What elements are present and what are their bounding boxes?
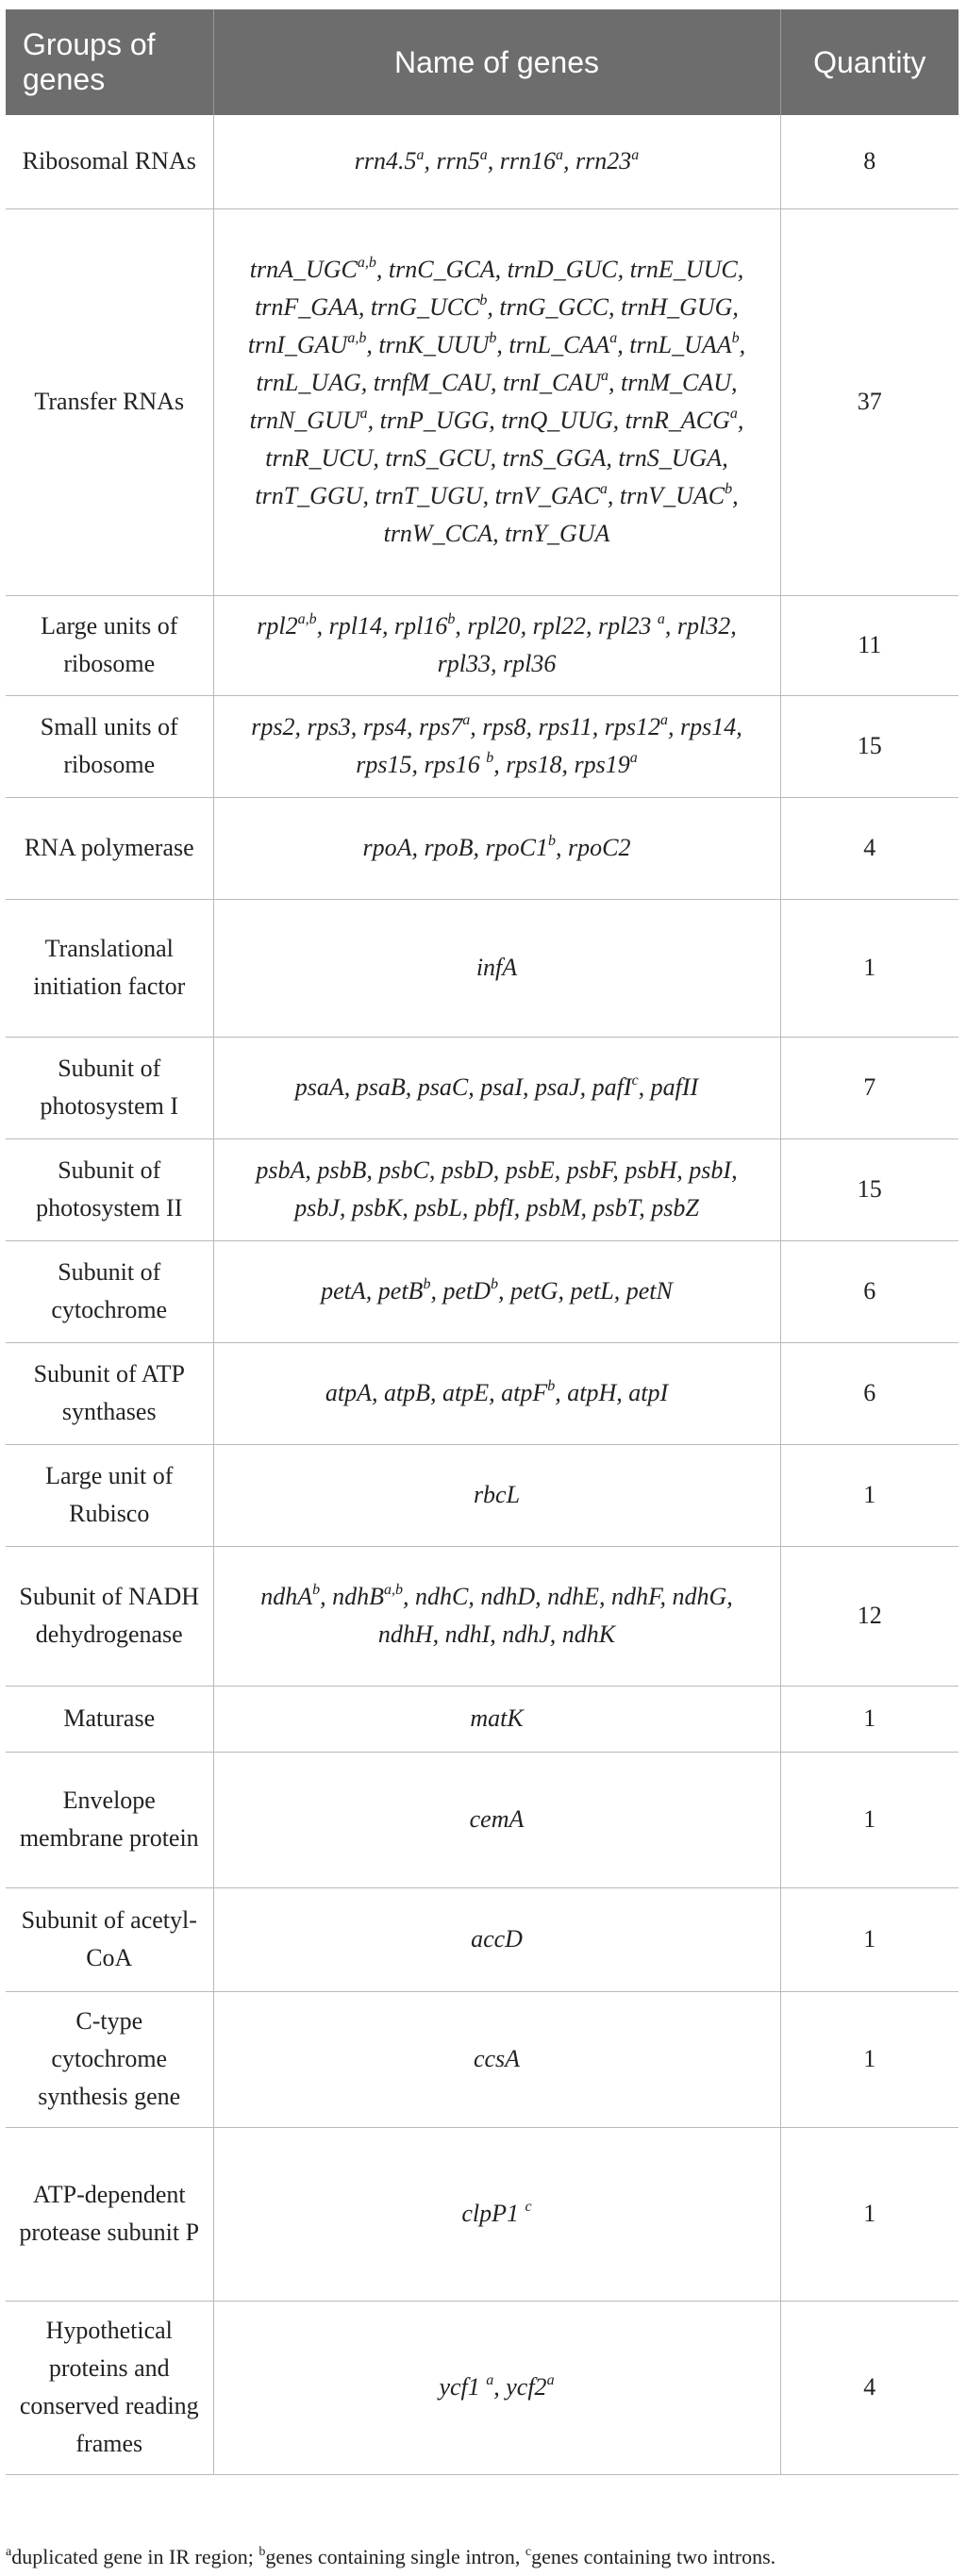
genes-cell: petA, petB$^b$, petD$^b$, petG, petL, petN — [213, 1240, 780, 1342]
group-cell: Subunit of ATP synthases — [6, 1342, 213, 1444]
quantity-cell: 1 — [780, 2127, 959, 2301]
group-cell: Maturase — [6, 1686, 213, 1752]
genes-cell: atpA, atpB, atpE, atpF$^b$, atpH, atpI — [213, 1342, 780, 1444]
table-row — [6, 1138, 959, 1240]
table-row — [6, 1546, 959, 1686]
genes-cell: rbcL — [213, 1444, 780, 1546]
table-row — [6, 797, 959, 899]
table-row — [6, 1444, 959, 1546]
quantity-cell: 1 — [780, 1991, 959, 2127]
quantity-cell: 1 — [780, 1686, 959, 1752]
quantity-cell: 15 — [780, 695, 959, 797]
genes-cell: ycf1 $^a$, ycf2$^a$ — [213, 2301, 780, 2474]
group-cell: Transfer RNAs — [6, 208, 213, 595]
genes-cell: matK — [213, 1686, 780, 1752]
group-cell: Translational initiation factor — [6, 899, 213, 1037]
table-row — [6, 899, 959, 1037]
genes-cell: rpl2$^{a,b}$, rpl14, rpl16$^b$, rpl20, rpl22, rpl23 $^a$, rpl32, rpl33, rpl36 — [213, 595, 780, 695]
genes-cell: cemA — [213, 1752, 780, 1887]
group-cell: Small units of ribosome — [6, 695, 213, 797]
group-cell: C-type cytochrome synthesis gene — [6, 1991, 213, 2127]
quantity-cell: 1 — [780, 1752, 959, 1887]
table-row — [6, 1991, 959, 2127]
genes-cell: rps2, rps3, rps4, rps7$^a$, rps8, rps11, rps12$^a$, rps14, rps15, rps16 $^b$, rps18, rps19$^a$ — [213, 695, 780, 797]
group-cell: ATP-dependent protease subunit P — [6, 2127, 213, 2301]
genes-cell: clpP1 $^c$ — [213, 2127, 780, 2301]
genes-cell: rrn4.5$^a$, rrn5$^a$, rrn16$^a$, rrn23$^a$ — [213, 115, 780, 208]
quantity-cell: 37 — [780, 208, 959, 595]
group-cell: RNA polymerase — [6, 797, 213, 899]
group-cell: Subunit of photosystem I — [6, 1037, 213, 1138]
quantity-cell: 15 — [780, 1138, 959, 1240]
quantity-cell: 1 — [780, 1444, 959, 1546]
group-cell: Large units of ribosome — [6, 595, 213, 695]
header-names: Name of genes — [213, 9, 780, 115]
header-row — [6, 9, 959, 115]
genes-cell: rpoA, rpoB, rpoC1$^b$, rpoC2 — [213, 797, 780, 899]
table-row — [6, 2301, 959, 2474]
group-cell: Hypothetical proteins and conserved reading frames — [6, 2301, 213, 2474]
table-row — [6, 1037, 959, 1138]
group-cell: Subunit of cytochrome — [6, 1240, 213, 1342]
table-row — [6, 1686, 959, 1752]
table-row — [6, 1887, 959, 1991]
genes-cell: ndhA$^b$, ndhB$^{a,b}$, ndhC, ndhD, ndhE, ndhF, ndhG, ndhH, ndhI, ndhJ, ndhK — [213, 1546, 780, 1686]
genes-cell: psaA, psaB, psaC, psaI, psaJ, pafI$^c$, pafII — [213, 1037, 780, 1138]
group-cell: Ribosomal RNAs — [6, 115, 213, 208]
quantity-cell: 11 — [780, 595, 959, 695]
quantity-cell: 4 — [780, 2301, 959, 2474]
table-row — [6, 115, 959, 208]
group-cell: Large unit of Rubisco — [6, 1444, 213, 1546]
header-quantity: Quantity — [780, 9, 959, 115]
quantity-cell: 1 — [780, 1887, 959, 1991]
quantity-cell: 12 — [780, 1546, 959, 1686]
genes-cell: infA — [213, 899, 780, 1037]
quantity-cell: 7 — [780, 1037, 959, 1138]
genes-cell: ccsA — [213, 1991, 780, 2127]
table-row — [6, 695, 959, 797]
table-row — [6, 208, 959, 595]
group-cell: Subunit of photosystem II — [6, 1138, 213, 1240]
quantity-cell: 8 — [780, 115, 959, 208]
header-groups: Groups of genes — [6, 9, 213, 115]
quantity-cell: 1 — [780, 899, 959, 1037]
group-cell: Envelope membrane protein — [6, 1752, 213, 1887]
quantity-cell: 6 — [780, 1240, 959, 1342]
group-cell: Subunit of acetyl-CoA — [6, 1887, 213, 1991]
quantity-cell: 4 — [780, 797, 959, 899]
genes-table — [6, 9, 959, 2475]
table-row — [6, 1342, 959, 1444]
group-cell: Subunit of NADH dehydrogenase — [6, 1546, 213, 1686]
table-row — [6, 1752, 959, 1887]
quantity-cell: 6 — [780, 1342, 959, 1444]
genes-cell: psbA, psbB, psbC, psbD, psbE, psbF, psbH, psbI, psbJ, psbK, psbL, pbfI, psbM, psbT, psbZ — [213, 1138, 780, 1240]
table-row — [6, 2127, 959, 2301]
genes-cell: trnA_UGC$^{a,b}$, trnC_GCA, trnD_GUC, trnE_UUC, trnF_GAA, trnG_UCC$^b$, trnG_GCC, trnH_GUG, trnI_GAU$^{a,b}$, trnK_UUU$^b$, trnL_CAA$^a$, trnL_UAA$^b$, trnL_UAG, trnfM_CAU, trnI_CAU$^a$, trnM_CAU, trnN_GUU$^a$, trnP_UGG, trnQ_UUG, trnR_ACG$^a$, trnR_UCU, trnS_GCU, trnS_GGA, trnS_UGA, trnT_GGU, trnT_UGU, trnV_GAC$^a$, trnV_UAC$^b$, trnW_CCA, trnY_GUA — [213, 208, 780, 595]
genes-cell: accD — [213, 1887, 780, 1991]
table-row — [6, 1240, 959, 1342]
table-footnote: $^a$duplicated gene in IR region; $^b$genes containing single intron, $^c$genes containing two introns. — [6, 2544, 776, 2568]
table-row — [6, 595, 959, 695]
